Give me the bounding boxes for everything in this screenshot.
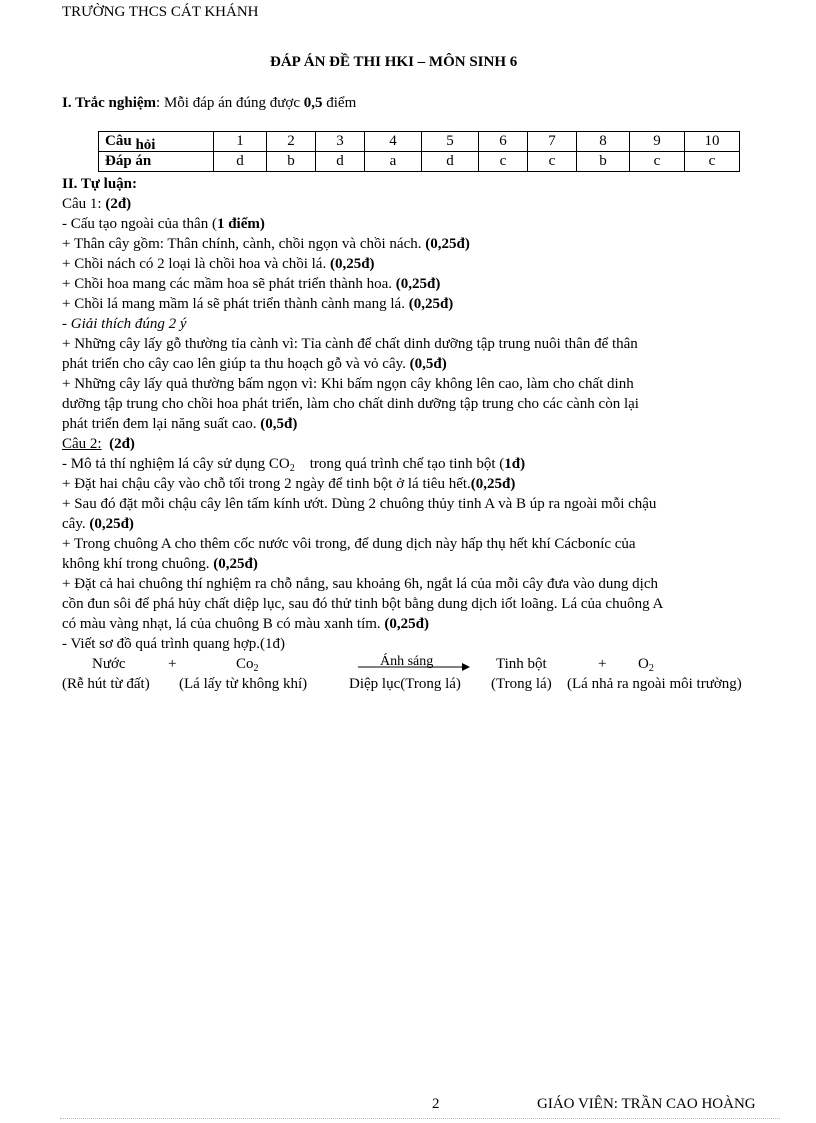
- answer-cell: b: [577, 152, 630, 172]
- diagram-co2: $Co_2$: [236, 656, 259, 674]
- q1-line: dưỡng tập trung cho chồi hoa phát triển, làm cho chất dinh dưỡng tập trung cho các cành còn lại: [62, 396, 639, 412]
- question-cell: 4: [365, 132, 422, 152]
- q1-line: + Chồi lá mang mầm lá sẽ phát triển thành cành mang lá. (0,25đ): [62, 296, 454, 312]
- diagram-arrow-icon: [356, 662, 472, 672]
- q1-line: - Giải thích đúng 2 ý: [62, 316, 187, 332]
- answer-cell: d: [316, 152, 365, 172]
- question-row-header: Câu hỏi: [99, 132, 214, 152]
- q1-line: + Chồi nách có 2 loại là chồi hoa và chồi lá. (0,25đ): [62, 256, 375, 272]
- diagram-label-water: (Rễ hút từ đất): [62, 676, 150, 692]
- q2-line: cây. (0,25đ): [62, 516, 134, 532]
- q1-line: - Cấu tạo ngoài của thân (1 điểm): [62, 216, 265, 232]
- diagram-label-starch: (Trong lá): [491, 676, 552, 692]
- answer-row: [99, 152, 740, 172]
- part1-line: [62, 93, 356, 113]
- q2-line: + Trong chuông A cho thêm cốc nước vôi trong, để dung dịch này hấp thụ hết khí Cácboníc của: [62, 536, 636, 552]
- answer-cell: b: [267, 152, 316, 172]
- question-cell: 5: [422, 132, 479, 152]
- question-cell: 8: [577, 132, 630, 152]
- q2-line: + Đặt hai chậu cây vào chỗ tối trong 2 ngày để tinh bột ở lá tiêu hết.(0,25đ): [62, 476, 516, 492]
- q2-line: + Đặt cả hai chuông thí nghiệm ra chỗ nắng, sau khoảng 6h, ngắt lá của mỗi cây đưa vào dung dịch: [62, 576, 659, 592]
- teacher-name: GIÁO VIÊN: TRẦN CAO HOÀNG: [537, 1096, 756, 1112]
- q1-line: phát triển đem lại năng suất cao. (0,5đ): [62, 416, 298, 432]
- diagram-light-label: Ánh sáng: [380, 654, 434, 669]
- diagram-plus: +: [598, 656, 607, 672]
- answer-cell: a: [365, 152, 422, 172]
- answer-cell: c: [479, 152, 528, 172]
- answer-cell: c: [630, 152, 685, 172]
- diagram-plus: +: [168, 656, 177, 672]
- answer-cell: d: [214, 152, 267, 172]
- q1-line: + Những cây lấy gỗ thường tỉa cành vì: Tỉa cành để chất dinh dưỡng tập trung nuôi thân để thân: [62, 336, 638, 352]
- page-title: ĐÁP ÁN ĐỀ THI HKI – MÔN SINH 6: [270, 54, 518, 70]
- q2-title: Câu 2: (2đ): [62, 436, 135, 452]
- q1-title: Câu 1: (2đ): [62, 196, 132, 212]
- answer-row-header: Đáp án: [99, 152, 214, 172]
- part1-note-suffix: điểm: [322, 95, 357, 111]
- q1-line: + Chồi hoa mang các mầm hoa sẽ phát triển thành hoa. (0,25đ): [62, 276, 441, 292]
- q1-line: phát triển cho cây cao lên giúp ta thu hoạch gỗ và vỏ cây. (0,5đ): [62, 356, 447, 372]
- answer-cell: c: [528, 152, 577, 172]
- question-cell: 7: [528, 132, 577, 152]
- question-cell: 1: [214, 132, 267, 152]
- diagram-label-o2: (Lá nhả ra ngoài môi trường): [567, 676, 742, 692]
- part1-note-prefix: : Mỗi đáp án đúng được: [156, 95, 304, 111]
- answer-table: [98, 131, 740, 172]
- answer-cell: c: [685, 152, 740, 172]
- part2-heading: II. Tự luận:: [62, 176, 138, 192]
- q1-line: + Thân cây gồm: Thân chính, cành, chồi ngọn và chồi nách. (0,25đ): [62, 236, 470, 252]
- q1-line: + Những cây lấy quả thường bấm ngọn vì: Khi bấm ngọn cây không lên cao, làm cho chất dinh: [62, 376, 634, 392]
- question-cell: 3: [316, 132, 365, 152]
- diagram-water: Nước: [92, 656, 126, 672]
- question-cell: 10: [685, 132, 740, 152]
- q2-line: - Viết sơ đồ quá trình quang hợp.(1đ): [62, 636, 285, 652]
- diagram-label-chlorophyll: Diệp lục(Trong lá): [349, 676, 461, 692]
- q2-line: - Mô tả thí nghiệm lá cây sử dụng $CO_2$ trong quá trình chế tạo tinh bột (1đ): [62, 456, 526, 474]
- question-row: [99, 132, 740, 152]
- diagram-starch: Tinh bột: [496, 656, 547, 672]
- page-number: 2: [432, 1096, 440, 1112]
- answer-cell: d: [422, 152, 479, 172]
- part1-heading: I. Trắc nghiệm: [62, 95, 157, 111]
- q2-line: + Sau đó đặt mỗi chậu cây lên tấm kính ướt. Dùng 2 chuông thủy tinh A và B úp ra ngoài mỗi chậu: [62, 496, 657, 512]
- question-cell: 9: [630, 132, 685, 152]
- school-name: TRƯỜNG THCS CÁT KHÁNH: [62, 4, 259, 20]
- q2-line: có màu vàng nhạt, lá của chuông B có màu xanh tím. (0,25đ): [62, 616, 430, 632]
- q2-line: không khí trong chuông. (0,25đ): [62, 556, 258, 572]
- q2-line: cồn đun sôi để phá hủy chất diệp lục, sau đó thử tinh bột bằng dung dịch iốt loãng. Lá của chuông A: [62, 596, 664, 612]
- diagram-o2: $O_2$: [638, 656, 654, 674]
- question-cell: 6: [479, 132, 528, 152]
- diagram-label-co2: (Lá lấy từ không khí): [179, 676, 308, 692]
- question-cell: 2: [267, 132, 316, 152]
- part1-points: 0,5: [303, 95, 323, 111]
- footer-divider: [60, 1118, 780, 1119]
